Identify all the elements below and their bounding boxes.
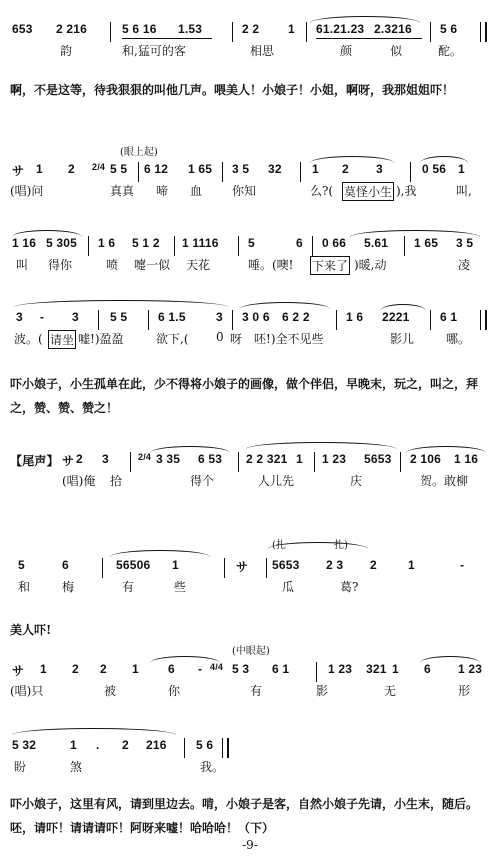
notation-line xyxy=(10,738,492,756)
note-group: 1 xyxy=(288,22,295,36)
lyric: 韵 xyxy=(60,44,73,58)
note-group: - xyxy=(40,310,45,324)
bar-line xyxy=(336,310,337,330)
lyric: 有 xyxy=(122,580,135,594)
lyrics-line xyxy=(10,256,492,274)
note-group: 3 35 xyxy=(156,452,181,466)
notation-line xyxy=(10,662,492,680)
lyric: 和,猛可的客 xyxy=(122,44,186,58)
lyric: 拾 xyxy=(110,474,123,488)
lyrics-line xyxy=(10,758,492,776)
lyric: 葛? xyxy=(340,580,359,594)
lyric: 血 xyxy=(190,184,203,198)
lyric: 叫 xyxy=(16,258,29,272)
lyric: 有 xyxy=(250,684,263,698)
bar-line xyxy=(148,310,149,330)
lyric: 呀 xyxy=(230,332,243,346)
note-group: 0 66 xyxy=(322,236,347,250)
time-signature: 4/4 xyxy=(210,662,224,672)
lyric: 贺。敢柳 xyxy=(420,474,469,488)
lyrics-line xyxy=(10,682,492,700)
bar-line xyxy=(404,236,405,256)
lyric: 被 xyxy=(104,684,117,698)
lyric: 影儿 xyxy=(390,332,415,346)
boxed-aside: 莫怪小生 xyxy=(342,182,394,201)
note-group: サ xyxy=(236,560,249,574)
bar-line xyxy=(98,310,99,330)
note-group: 1 xyxy=(296,452,303,466)
note-group: 6 2 2 xyxy=(282,310,310,324)
bar-line xyxy=(184,738,185,758)
note-group: 5 6 xyxy=(196,738,214,752)
lyric: 形 xyxy=(458,684,471,698)
note-group: 1 23 xyxy=(458,662,483,676)
bar-line xyxy=(400,452,401,472)
slur xyxy=(12,728,176,735)
beam xyxy=(316,38,422,39)
double-bar-line xyxy=(480,310,487,330)
slur xyxy=(110,550,210,557)
note-group: 1 xyxy=(132,662,139,676)
lyric: 无 xyxy=(384,684,397,698)
tempo-marker: (中眼起) xyxy=(232,646,270,657)
lyric: 人儿先 xyxy=(258,474,295,488)
note-group: 216 xyxy=(146,738,167,752)
bar-line xyxy=(430,22,431,42)
time-signature: 2/4 xyxy=(138,452,152,462)
note-group: 5 1 2 xyxy=(132,236,160,250)
bar-line xyxy=(224,558,225,578)
note-group: 321 xyxy=(366,662,387,676)
slur xyxy=(350,230,480,237)
lyric: 天花 xyxy=(186,258,211,272)
note-group: 2.3216 xyxy=(374,22,412,36)
bar-line xyxy=(232,22,233,42)
note-group: 6 xyxy=(168,662,175,676)
lyric: (唱)只 xyxy=(10,684,44,698)
lyric: 盼 xyxy=(14,760,27,774)
note-group: サ xyxy=(12,664,25,678)
boxed-aside: 请坐 xyxy=(48,330,76,349)
note-group: サ xyxy=(12,164,25,178)
note-group: 1.53 xyxy=(178,22,203,36)
note-group: 3 xyxy=(72,310,79,324)
note-group: - xyxy=(460,558,465,572)
lyrics-line xyxy=(10,330,492,348)
slur xyxy=(406,446,486,453)
note-group: 2 216 xyxy=(56,22,88,36)
spoken-dialogue: 美人吓! xyxy=(10,623,52,637)
slur xyxy=(310,16,420,23)
lyrics-line xyxy=(10,578,492,596)
lyric: 影 xyxy=(316,684,329,698)
boxed-aside: 下来了 xyxy=(310,256,350,275)
lyric: 酡。 xyxy=(438,44,463,58)
note-group: 3 5 xyxy=(456,236,474,250)
lyric: 似 xyxy=(390,44,403,58)
note-group: 3 xyxy=(102,452,109,466)
lyric: 哪。 xyxy=(446,332,471,346)
lyric: 波。( xyxy=(14,332,43,346)
lyric: 颜 xyxy=(340,44,353,58)
spoken-dialogue: 吓小娘子，小生孤单在此，少不得将小娘子的画像，做个伴侣，早晚末，玩之，叫之，拜之，赞、赞、赞之！ xyxy=(10,377,479,415)
lyric: 0 xyxy=(216,330,224,344)
section-label: 【尾声】 xyxy=(10,454,59,468)
lyric: 喷 xyxy=(106,258,119,272)
slur xyxy=(240,302,330,309)
notation-line xyxy=(10,452,492,470)
lyric: 呸!)全不见些 xyxy=(254,332,324,346)
lyric: 嚏一似 xyxy=(134,258,171,272)
note-group: 2 xyxy=(72,662,79,676)
note-group: 5653 xyxy=(364,452,392,466)
note-group: 2 3 xyxy=(326,558,344,572)
percussion-marker: 扎) xyxy=(334,540,348,551)
note-group: 1 16 xyxy=(454,452,479,466)
note-group: 6 1 xyxy=(440,310,458,324)
tempo-marker: (眼上起) xyxy=(120,147,158,158)
slur xyxy=(420,656,480,663)
bar-line xyxy=(102,558,103,578)
slur xyxy=(12,230,82,237)
lyric: 庆 xyxy=(350,474,363,488)
notation-line xyxy=(10,162,492,180)
page-number: -9- xyxy=(242,838,258,852)
note-group: 5 xyxy=(18,558,25,572)
lyrics-line xyxy=(10,42,492,60)
double-bar-line xyxy=(222,738,229,758)
slur xyxy=(310,156,394,163)
note-group: 6 xyxy=(296,236,303,250)
slur xyxy=(420,156,468,163)
note-group: 3 xyxy=(376,162,383,176)
bar-line xyxy=(222,162,223,182)
note-group: 5 6 xyxy=(440,22,458,36)
bar-line xyxy=(138,162,139,182)
spoken-dialogue: 啊，不是这等，待我狠狠的叫他几声。喂美人！小娘子！小姐，啊呀，我那姐姐吓！ xyxy=(10,83,455,97)
note-group: サ xyxy=(62,454,75,468)
note-group: 6 xyxy=(424,662,431,676)
note-group: 2 106 xyxy=(410,452,442,466)
lyric: )暖,动 xyxy=(354,258,387,272)
note-group: 0 56 xyxy=(422,162,447,176)
bar-line xyxy=(306,22,307,42)
lyric: 和 xyxy=(18,580,31,594)
spoken-dialogue: 吓小娘子，这里有风，请到里边去。啃，小娘子是客，自然小娘子先请，小生末，随后。呸，请吓！请请请吓！阿呀来嘘！哈哈哈！（下） xyxy=(10,797,479,835)
note-group: 2 xyxy=(68,162,75,176)
note-group: 6 1.5 xyxy=(158,310,186,324)
note-group: 5 32 xyxy=(12,738,37,752)
lyric: 啼 xyxy=(156,184,169,198)
slur xyxy=(268,542,368,549)
note-group: 2 xyxy=(100,662,107,676)
note-group: 5 5 xyxy=(110,310,128,324)
notation-line xyxy=(10,310,492,328)
note-group: 32 xyxy=(268,162,282,176)
bar-line xyxy=(300,162,301,182)
note-group: 653 xyxy=(12,22,33,36)
notation-line xyxy=(10,236,492,254)
lyric: 你 xyxy=(168,684,181,698)
note-group: 1 xyxy=(312,162,319,176)
lyric: (唱)问 xyxy=(10,184,44,198)
percussion-marker: (扎 xyxy=(272,540,286,551)
note-group: 6 53 xyxy=(198,452,223,466)
lyric: 你知 xyxy=(232,184,257,198)
lyric: 些 xyxy=(174,580,187,594)
bar-line xyxy=(238,236,239,256)
time-signature: 2/4 xyxy=(92,162,106,172)
double-bar-line xyxy=(480,22,487,42)
note-group: 1 65 xyxy=(414,236,439,250)
note-group: 3 5 xyxy=(232,162,250,176)
lyric: 唾。(噢! xyxy=(248,258,294,272)
lyric: 煞 xyxy=(70,760,83,774)
lyric: 我。 xyxy=(200,760,225,774)
bar-line xyxy=(232,310,233,330)
note-group: 2 xyxy=(122,738,129,752)
note-group: 1 6 xyxy=(98,236,116,250)
note-group: 2 xyxy=(370,558,377,572)
lyrics-line xyxy=(10,182,492,200)
lyric: (唱)俺 xyxy=(62,474,96,488)
note-group: 2 2 xyxy=(242,22,260,36)
lyric: 得个 xyxy=(190,474,215,488)
note-group: 3 0 6 xyxy=(242,310,270,324)
note-group: 6 12 xyxy=(144,162,169,176)
note-group: 3 xyxy=(216,310,223,324)
slur xyxy=(246,442,396,449)
note-group: 1 65 xyxy=(188,162,213,176)
note-group: 5653 xyxy=(272,558,300,572)
lyric: 叫, xyxy=(456,184,472,198)
note-group: 5 5 xyxy=(110,162,128,176)
note-group: . xyxy=(96,738,100,752)
notation-line xyxy=(10,558,492,576)
bar-line xyxy=(312,236,313,256)
lyric: 凌 xyxy=(458,258,471,272)
slur xyxy=(14,300,228,307)
note-group: 1 1116 xyxy=(182,236,219,250)
note-group: 1 xyxy=(36,162,43,176)
note-group: 5.61 xyxy=(364,236,389,250)
lyrics-line xyxy=(10,472,492,490)
lyric: 瓜 xyxy=(282,580,295,594)
note-group: 1 xyxy=(408,558,415,572)
note-group: 6 1 xyxy=(272,662,290,676)
note-group: 56506 xyxy=(116,558,151,572)
lyric: ),我 xyxy=(396,184,417,198)
note-group: 2 2 321 xyxy=(246,452,288,466)
bar-line xyxy=(410,162,411,182)
note-group: 3 xyxy=(16,310,23,324)
note-group: 1 xyxy=(172,558,179,572)
bar-line xyxy=(88,236,89,256)
slur xyxy=(150,446,230,453)
lyric: 真真 xyxy=(110,184,135,198)
note-group: 5 305 xyxy=(46,236,78,250)
note-group: 1 23 xyxy=(328,662,353,676)
note-group: 5 xyxy=(248,236,255,250)
lyric: 么?( xyxy=(310,184,334,198)
note-group: 1 xyxy=(40,662,47,676)
note-group: 61.21.23 xyxy=(316,22,365,36)
note-group: 1 16 xyxy=(12,236,37,250)
bar-line xyxy=(130,452,131,472)
bar-line xyxy=(174,236,175,256)
note-group: 1 23 xyxy=(322,452,347,466)
lyric: 嘘!)盈盈 xyxy=(78,332,124,346)
note-group: 1 xyxy=(392,662,399,676)
note-group: 5 3 xyxy=(232,662,250,676)
note-group: 1 xyxy=(70,738,77,752)
bar-line xyxy=(266,558,267,578)
bar-line xyxy=(316,662,317,682)
bar-line xyxy=(430,310,431,330)
note-group: 2 xyxy=(342,162,349,176)
note-group: 5 6 16 xyxy=(122,22,157,36)
bar-line xyxy=(110,22,111,42)
note-group: 6 xyxy=(62,558,69,572)
slur xyxy=(380,304,426,311)
beam xyxy=(122,38,212,39)
note-group: 1 xyxy=(458,162,465,176)
bar-line xyxy=(238,452,239,472)
note-group: 1 6 xyxy=(346,310,364,324)
lyric: 欲下,( xyxy=(156,332,189,346)
lyric: 相思 xyxy=(250,44,275,58)
note-group: 2 xyxy=(76,452,83,466)
bar-line xyxy=(314,452,315,472)
note-group: - xyxy=(198,662,203,676)
note-group: 2221 xyxy=(382,310,410,324)
lyric: 得你 xyxy=(48,258,73,272)
lyric: 梅 xyxy=(62,580,75,594)
slur xyxy=(150,656,220,663)
